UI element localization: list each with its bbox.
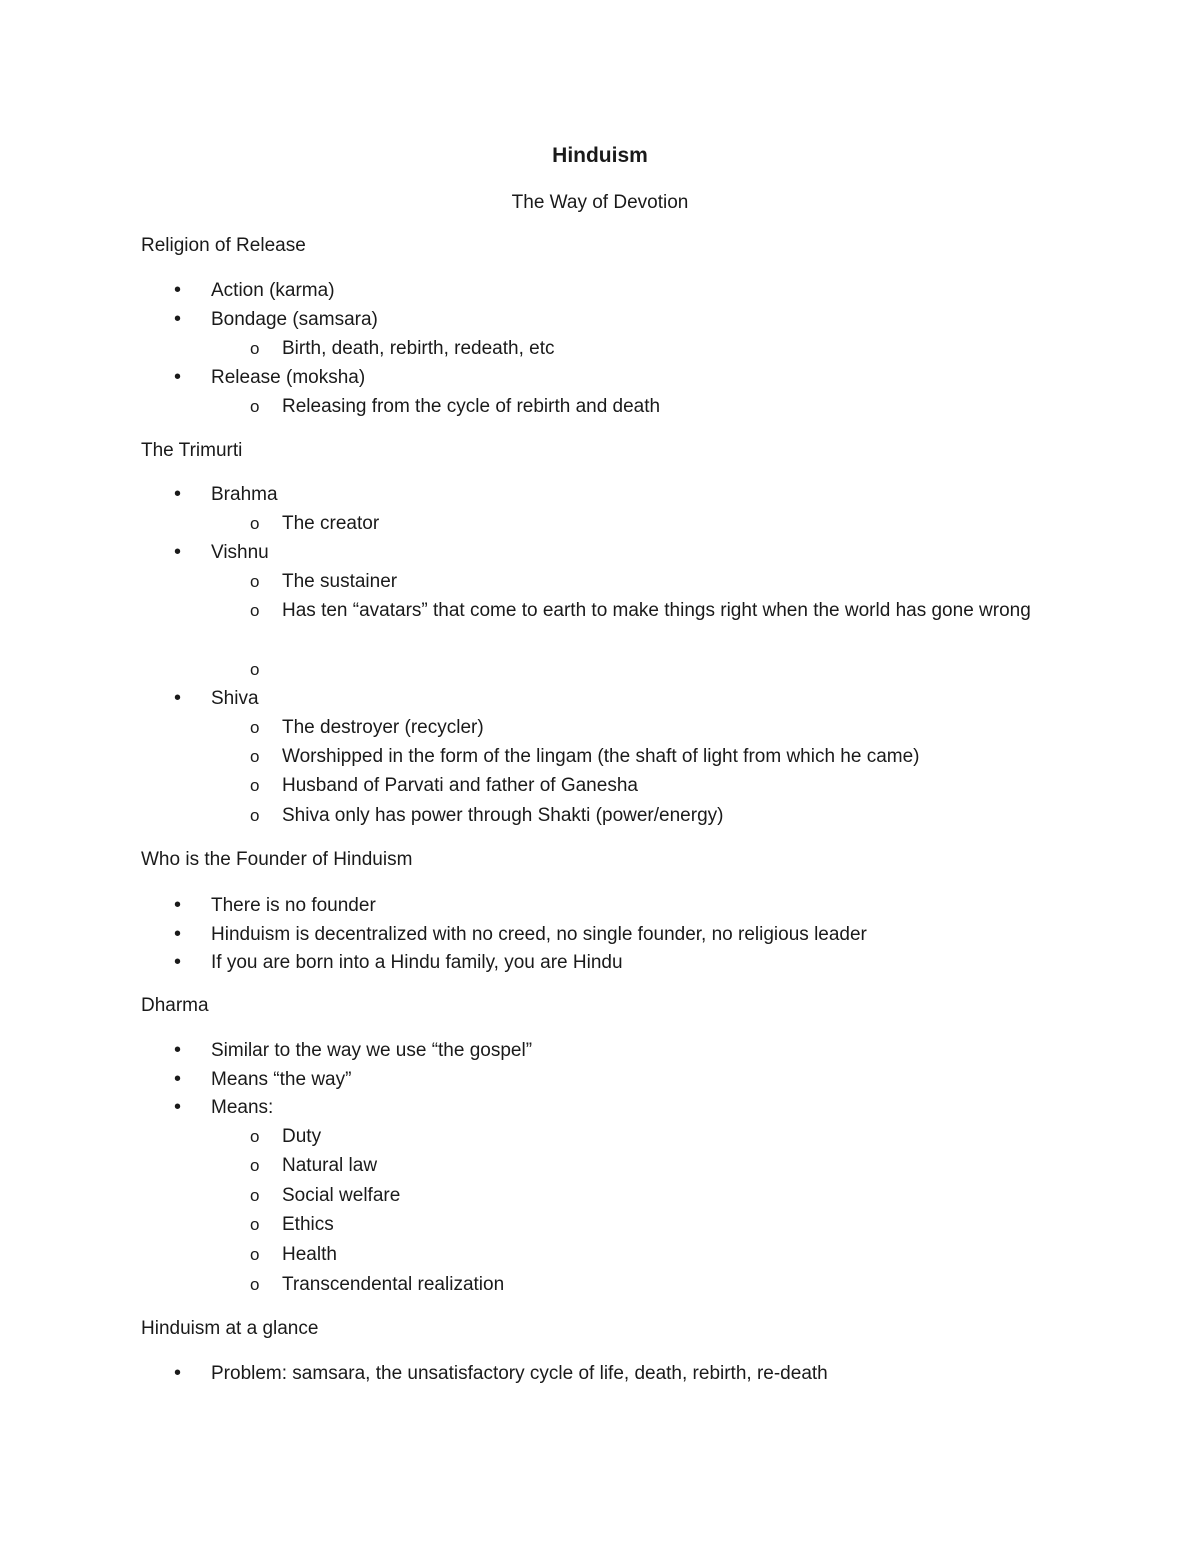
sub-bullet-item: o The creator bbox=[282, 509, 1042, 538]
sub-bullet-item: o Social welfare bbox=[282, 1181, 1042, 1210]
bullet-item: • Shiva bbox=[211, 684, 1031, 713]
section-heading-trimurti: The Trimurti bbox=[141, 440, 243, 461]
bullet-item: • Brahma bbox=[211, 480, 1031, 509]
document-subtitle: The Way of Devotion bbox=[511, 192, 689, 213]
bullet-item: • Action (karma) bbox=[211, 276, 1031, 305]
bullet-item: • Vishnu bbox=[211, 538, 1031, 567]
sub-bullet-item: o Shiva only has power through Shakti (power/energy) bbox=[282, 801, 1042, 830]
sub-bullet-item: o The destroyer (recycler) bbox=[282, 713, 1042, 742]
bullet-item: • If you are born into a Hindu family, you are Hindu bbox=[211, 948, 1031, 977]
sub-bullet-item: o Duty bbox=[282, 1122, 1042, 1151]
sub-bullet-item: o Ethics bbox=[282, 1210, 1042, 1239]
sub-bullet-item: o Has ten “avatars” that come to earth to make things right when the world has gone wrong bbox=[282, 596, 1042, 625]
bullet-item: • Similar to the way we use “the gospel” bbox=[211, 1036, 1031, 1065]
sub-bullet-item: o Birth, death, rebirth, redeath, etc bbox=[282, 334, 1042, 363]
sub-bullet-item: o Releasing from the cycle of rebirth and death bbox=[282, 392, 1042, 421]
document-title: Hinduism bbox=[552, 144, 648, 167]
sub-bullet-item: o Transcendental realization bbox=[282, 1270, 1042, 1299]
sub-bullet-item: o The sustainer bbox=[282, 567, 1042, 596]
bullet-item: • Release (moksha) bbox=[211, 363, 1031, 392]
bullet-item: • There is no founder bbox=[211, 891, 1031, 920]
section-heading-dharma: Dharma bbox=[141, 995, 209, 1016]
section-heading-at-a-glance: Hinduism at a glance bbox=[141, 1318, 319, 1339]
bullet-item: • Means: bbox=[211, 1093, 1031, 1122]
bullet-item: • Bondage (samsara) bbox=[211, 305, 1031, 334]
section-heading-religion-of-release: Religion of Release bbox=[141, 235, 306, 256]
bullet-item: • Means “the way” bbox=[211, 1065, 1031, 1094]
bullet-item: • Hinduism is decentralized with no creed, no single founder, no religious leader bbox=[211, 920, 1031, 949]
sub-bullet-item: o Health bbox=[282, 1240, 1042, 1269]
bullet-item: • Problem: samsara, the unsatisfactory cycle of life, death, rebirth, re-death bbox=[211, 1359, 1031, 1388]
sub-bullet-item: o Worshipped in the form of the lingam (the shaft of light from which he came) bbox=[282, 742, 1042, 771]
sub-bullet-item: o Natural law bbox=[282, 1151, 1042, 1180]
sub-bullet-item: o Husband of Parvati and father of Ganesha bbox=[282, 771, 1042, 800]
section-heading-founder: Who is the Founder of Hinduism bbox=[141, 849, 413, 870]
